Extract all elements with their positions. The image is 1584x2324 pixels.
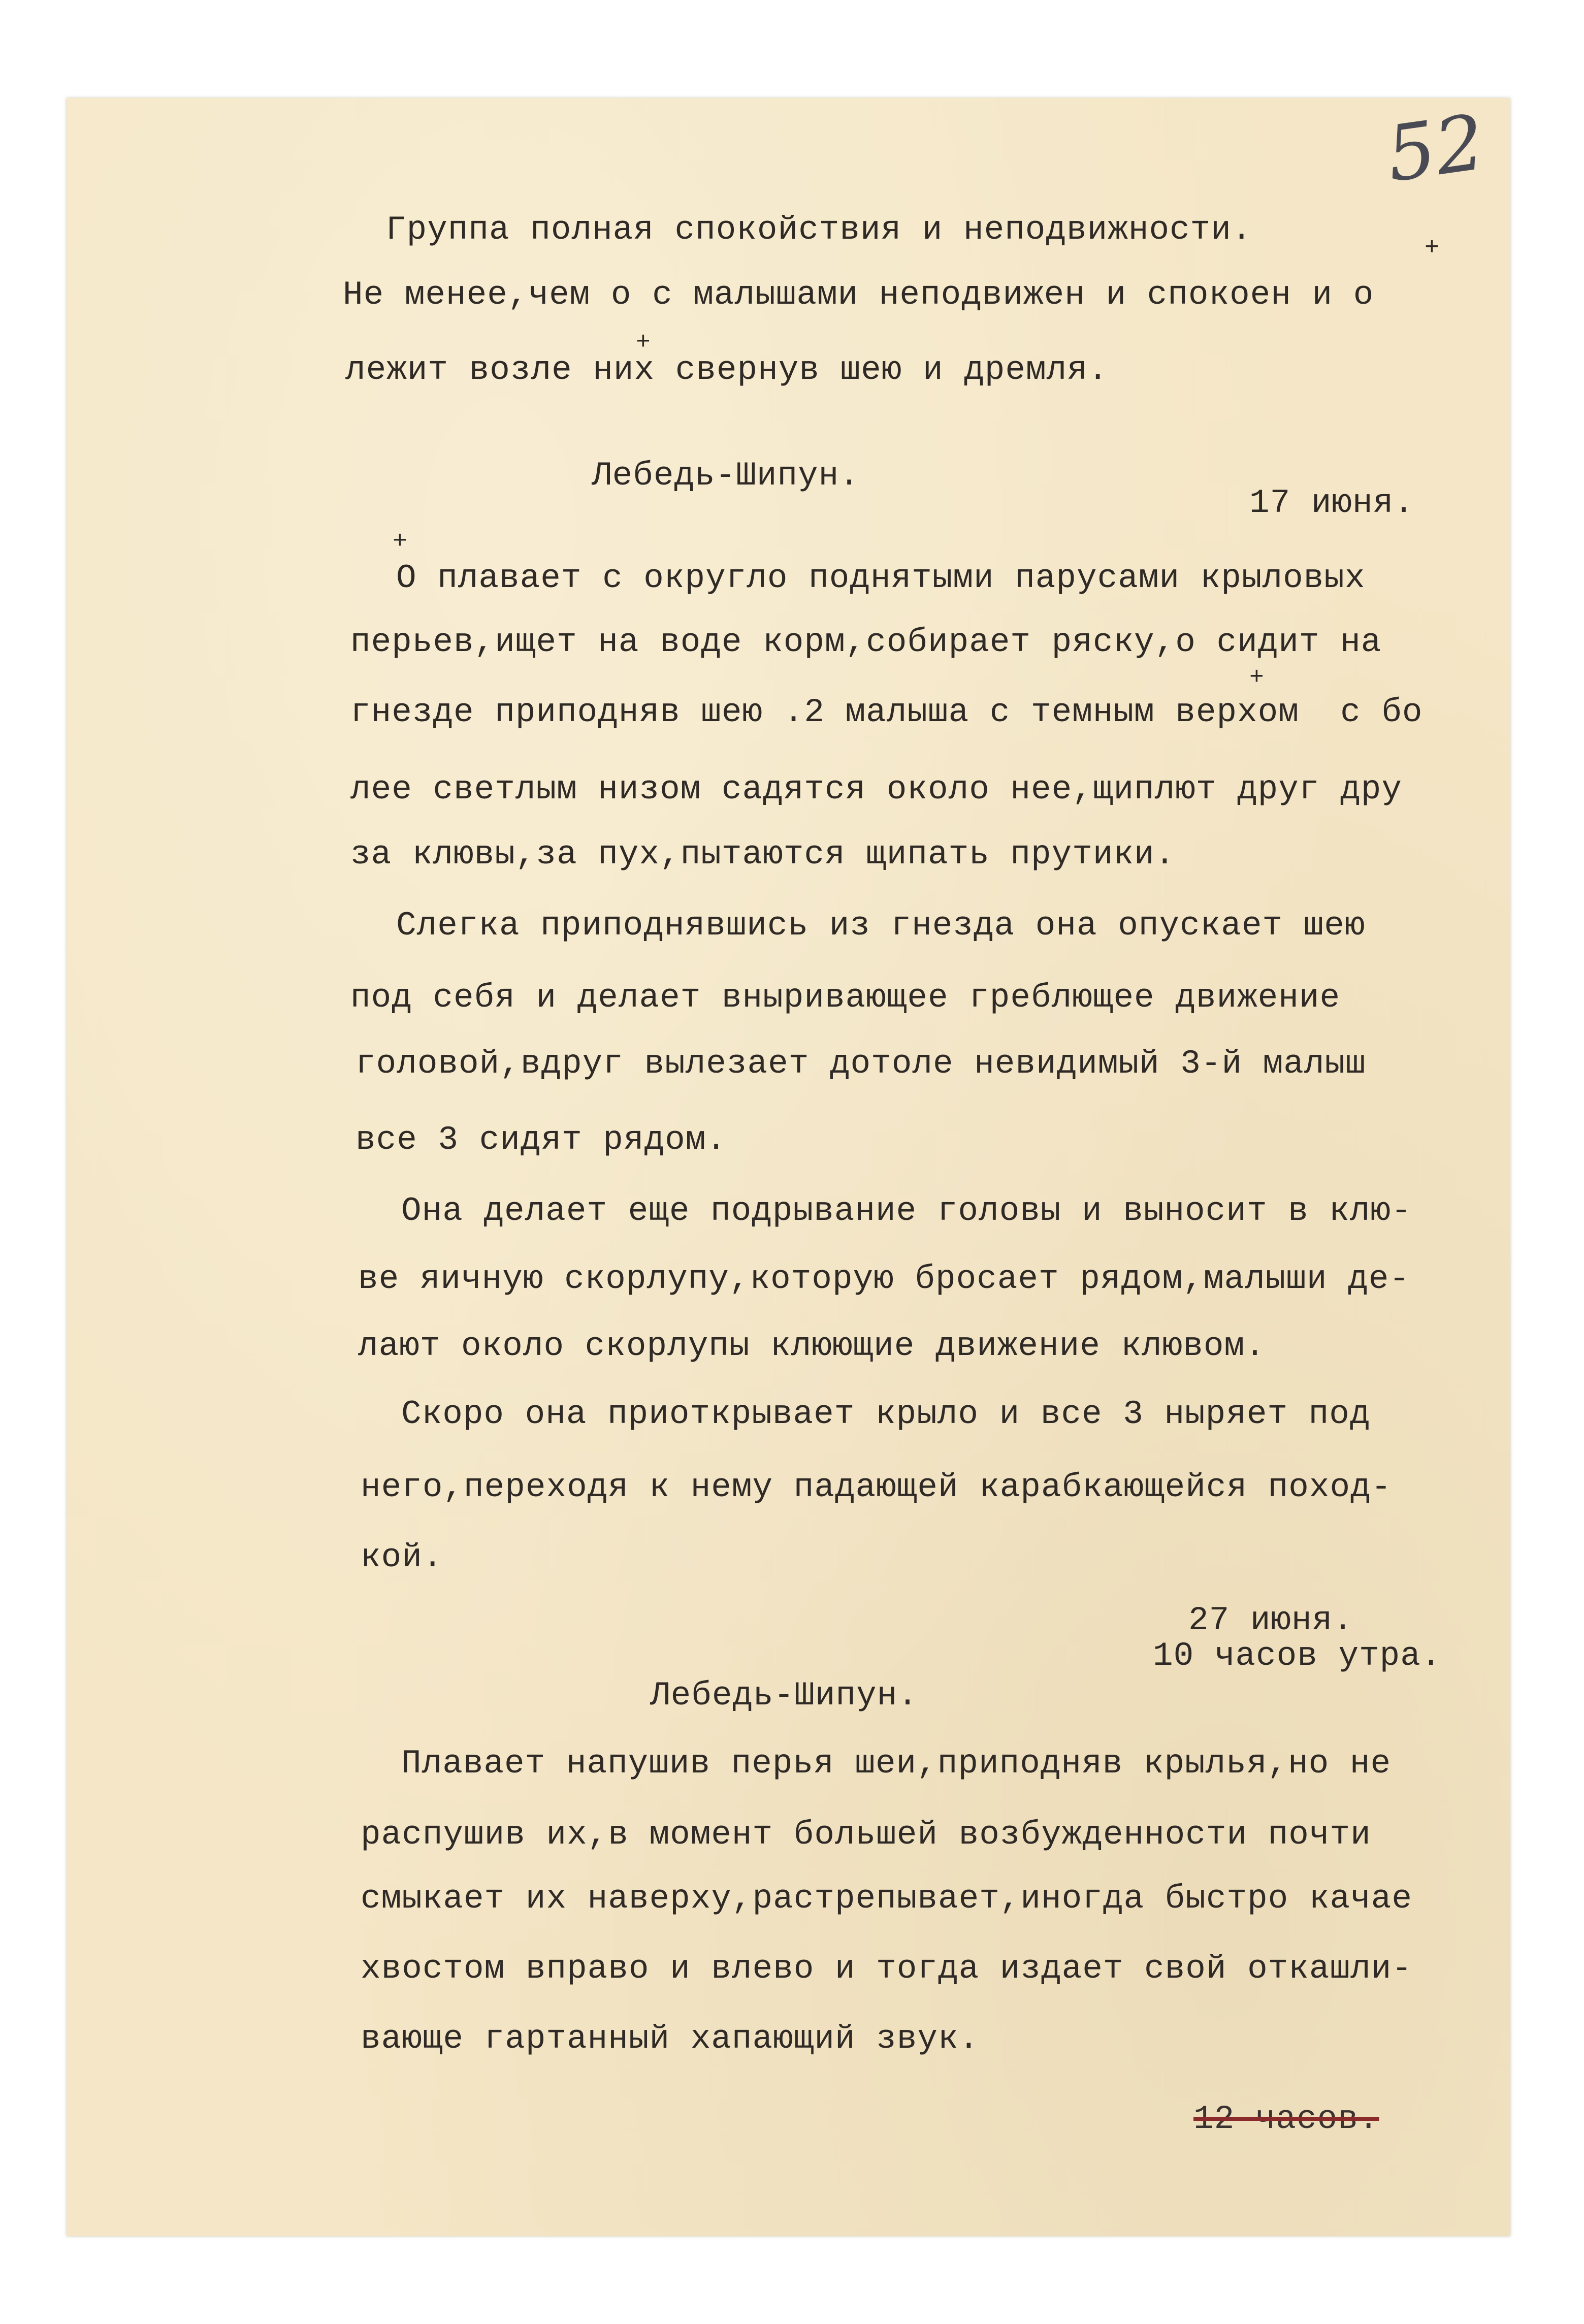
text-line: него,переходя к нему падающей карабкающейся поход- bbox=[361, 1468, 1392, 1506]
text-line: распушив их,в момент большей возбужденности почти bbox=[361, 1816, 1371, 1854]
text-line: Она делает еще подрывание головы и выносит в клю- bbox=[401, 1192, 1412, 1230]
text-line: Слегка приподнявшись из гнезда она опускает шею bbox=[396, 907, 1366, 945]
text-line: Не менее,чем о с малышами неподвижен и спокоен и о bbox=[343, 276, 1374, 314]
text-line: гнезде приподняв шею .2 малыша с темным верхом с бо bbox=[350, 693, 1423, 731]
page-number: 52 bbox=[1381, 98, 1490, 200]
symbol-mark: + bbox=[393, 528, 407, 556]
symbol-mark: + bbox=[1425, 235, 1439, 262]
symbol-mark: + bbox=[636, 329, 651, 357]
entry-date: 17 июня. bbox=[1249, 484, 1414, 522]
entry-date: 27 июня. bbox=[1188, 1601, 1353, 1639]
text-line: Плавает напушив перья шеи,приподняв крылья,но не bbox=[401, 1745, 1392, 1783]
text-line: головой,вдруг вылезает дотоле невидимый 3-й малыш bbox=[355, 1045, 1366, 1083]
text-line: ве яичную скорлупу,которую бросает рядом,малыши де- bbox=[358, 1260, 1410, 1298]
text-line: Скоро она приоткрывает крыло и все 3 ныряет под bbox=[401, 1395, 1371, 1433]
text-line: за клювы,за пух,пытаются щипать прутики. bbox=[350, 835, 1176, 874]
text-line: кой. bbox=[361, 1538, 443, 1576]
text-line: перьев,ищет на воде корм,собирает ряску,о сидит на bbox=[350, 623, 1382, 661]
text-line: хвостом вправо и влево и тогда издает свой откашли- bbox=[361, 1950, 1412, 1988]
text-line: О плавает с округло поднятыми парусами крыловых bbox=[396, 559, 1366, 597]
text-line: лее светлым низом садятся около нее,щиплют друг дру bbox=[350, 770, 1402, 809]
entry-time: 10 часов утра. bbox=[1153, 1637, 1442, 1675]
text-line: лают около скорлупы клюющие движение клювом. bbox=[358, 1327, 1266, 1365]
text-line: все 3 сидят рядом. bbox=[355, 1121, 727, 1159]
section-heading: Лебедь-Шипун. bbox=[592, 457, 860, 495]
text-line: под себя и делает вныривающее греблющее движение bbox=[350, 979, 1341, 1017]
symbol-mark: + bbox=[1249, 664, 1264, 692]
text-line: лежит возле них свернув шею и дремля. bbox=[345, 351, 1109, 389]
text-line: вающе гартанный хапающий звук. bbox=[361, 2020, 980, 2058]
struck-note: 12 часов. bbox=[1193, 2100, 1379, 2138]
section-heading: Лебедь-Шипун. bbox=[650, 1676, 918, 1715]
text-line: смыкает их наверху,растрепывает,иногда быстро качае bbox=[361, 1880, 1412, 1918]
text-line: Группа полная спокойствия и неподвижности. bbox=[386, 211, 1252, 249]
